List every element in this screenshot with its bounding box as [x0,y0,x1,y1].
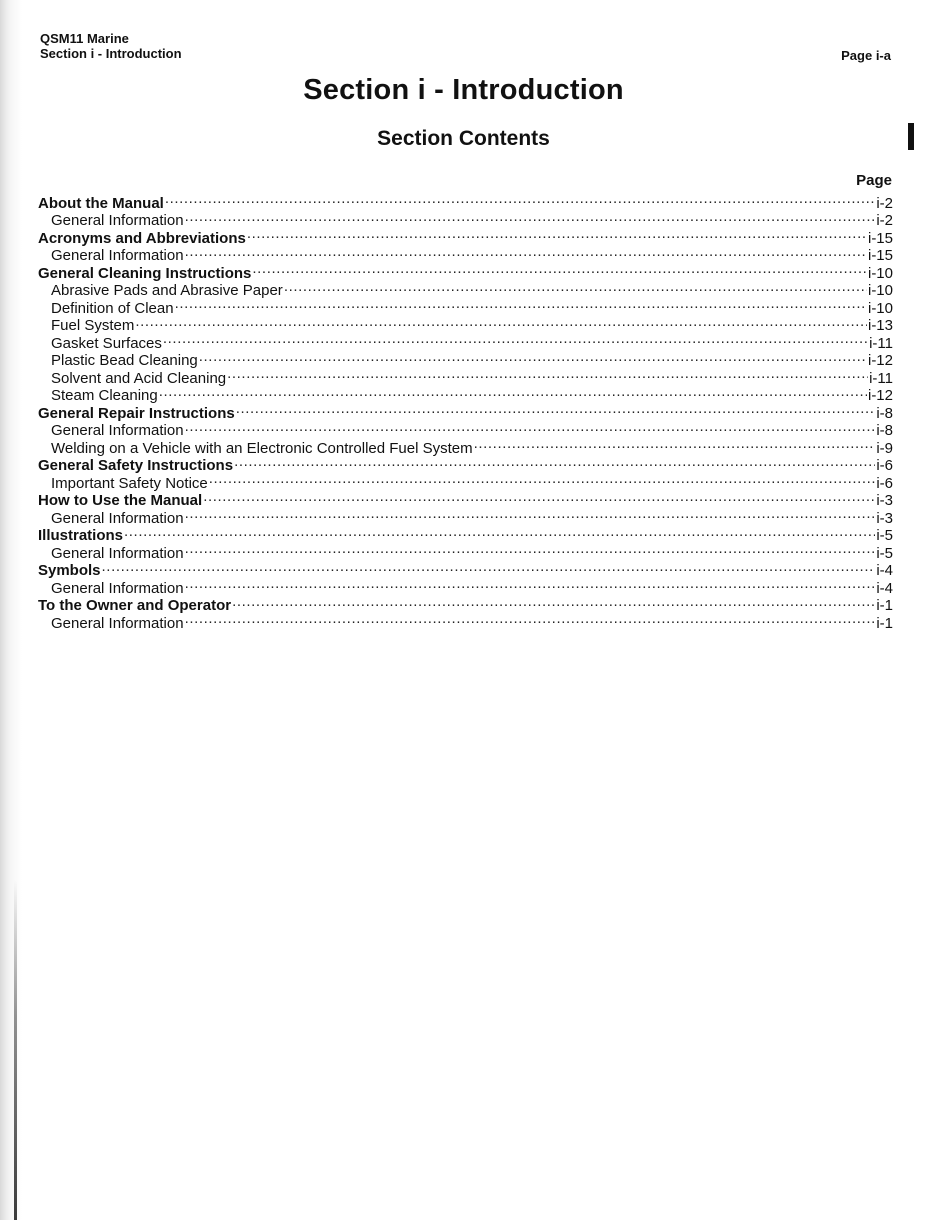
toc-sub-entry[interactable] [38,313,893,334]
toc-entry-page: i-1 [876,597,893,614]
toc-entry-label: Plastic Bead Cleaning [51,352,198,369]
page-title: Section i - Introduction [303,74,624,106]
toc-entry-label: Welding on a Vehicle with an Electronic Controlled Fuel System [51,439,473,457]
toc-sub-entry[interactable] [38,575,893,597]
scan-edge-shadow [0,0,22,1220]
toc-entry-label: General Information [51,212,184,229]
toc-entry-label: Definition of Clean [51,299,174,317]
toc-dot-leader [234,453,875,471]
toc-entry-label: General Information [51,614,184,632]
toc-sub-entry[interactable] [38,348,893,369]
toc-entry-label: Important Safety Notice [51,474,208,492]
toc-dot-leader [199,348,867,366]
toc-dot-leader [124,523,875,541]
toc-entry-label: General Information [51,247,184,264]
toc-dot-leader [209,470,876,488]
toc-dot-leader [203,488,875,506]
toc-dot-leader [185,505,876,523]
toc-dot-leader [165,190,876,208]
toc-dot-leader [175,295,867,313]
toc-dot-leader [185,575,876,593]
table-of-contents [38,190,893,632]
section-name: Section i - Introduction [40,46,182,61]
revision-change-bar [908,123,914,150]
toc-dot-leader [236,400,876,418]
manual-name: QSM11 Marine [40,31,129,46]
toc-entry-page: i-3 [876,509,893,527]
toc-entry-page: i-6 [876,474,893,492]
page-column-label: Page [856,172,892,189]
toc-entry-label: General Cleaning Instructions [38,264,252,282]
toc-entry-page: i-10 [867,264,893,282]
toc-entry-label: Solvent and Acid Cleaning [51,369,227,387]
toc-entry-page: i-5 [876,527,893,544]
toc-sub-entry[interactable] [38,208,893,229]
toc-heading-entry[interactable] [38,523,893,544]
toc-dot-leader [135,313,867,331]
toc-entry-label: General Information [51,509,184,527]
toc-dot-leader [185,540,876,558]
toc-entry-page: i-9 [876,439,893,457]
toc-entry-page: i-8 [876,404,893,422]
scan-edge-line [14,880,17,1220]
toc-entry-page: i-12 [867,387,893,404]
toc-dot-leader [474,435,876,453]
toc-entry-page: i-15 [867,229,893,247]
toc-heading-entry[interactable] [38,190,893,212]
toc-entry-label: How to Use the Manual [38,492,203,509]
toc-entry-page: i-8 [876,422,893,439]
toc-dot-leader [252,260,867,278]
toc-entry-page: i-11 [869,334,893,352]
toc-entry-page: i-11 [869,369,893,387]
toc-sub-entry[interactable] [38,540,893,562]
toc-dot-leader [185,243,867,261]
toc-entry-label: Abrasive Pads and Abrasive Paper [51,282,283,299]
toc-dot-leader [247,225,867,243]
toc-entry-label: General Information [51,544,184,562]
toc-entry-page: i-10 [867,282,893,299]
toc-entry-label: Illustrations [38,527,124,544]
toc-entry-page: i-10 [867,299,893,317]
toc-dot-leader [163,330,868,348]
toc-entry-page: i-5 [876,544,893,562]
toc-sub-entry[interactable] [38,330,893,352]
toc-dot-leader [227,365,868,383]
toc-entry-page: i-2 [876,194,893,212]
toc-heading-entry[interactable] [38,400,893,422]
toc-entry-page: i-1 [876,614,893,632]
toc-entry-page: i-15 [867,247,893,264]
toc-sub-entry[interactable] [38,383,893,404]
toc-heading-entry[interactable] [38,558,893,579]
toc-entry-label: Steam Cleaning [51,387,158,404]
toc-entry-label: Symbols [38,562,101,579]
toc-entry-label: General Repair Instructions [38,404,235,422]
toc-dot-leader [185,208,876,226]
toc-entry-page: i-4 [876,579,893,597]
toc-dot-leader [159,383,867,401]
toc-entry-page: i-12 [867,352,893,369]
toc-dot-leader [102,558,876,576]
page-subtitle: Section Contents [377,127,550,150]
toc-dot-leader [232,593,875,611]
page-number: Page i-a [841,48,891,63]
toc-entry-label: About the Manual [38,194,164,212]
toc-dot-leader [185,418,876,436]
toc-entry-label: To the Owner and Operator [38,597,232,614]
toc-entry-page: i-13 [867,317,893,334]
toc-dot-leader [185,610,876,628]
toc-entry-label: General Information [51,579,184,597]
toc-dot-leader [284,278,867,296]
toc-entry-page: i-2 [876,212,893,229]
toc-entry-label: Fuel System [51,317,135,334]
running-header [40,31,182,61]
toc-entry-label: Acronyms and Abbreviations [38,229,246,247]
toc-entry-label: Gasket Surfaces [51,334,162,352]
toc-entry-page: i-3 [876,492,893,509]
toc-entry-page: i-4 [876,562,893,579]
toc-entry-label: General Information [51,422,184,439]
toc-entry-label: General Safety Instructions [38,457,234,474]
toc-entry-page: i-6 [876,457,893,474]
